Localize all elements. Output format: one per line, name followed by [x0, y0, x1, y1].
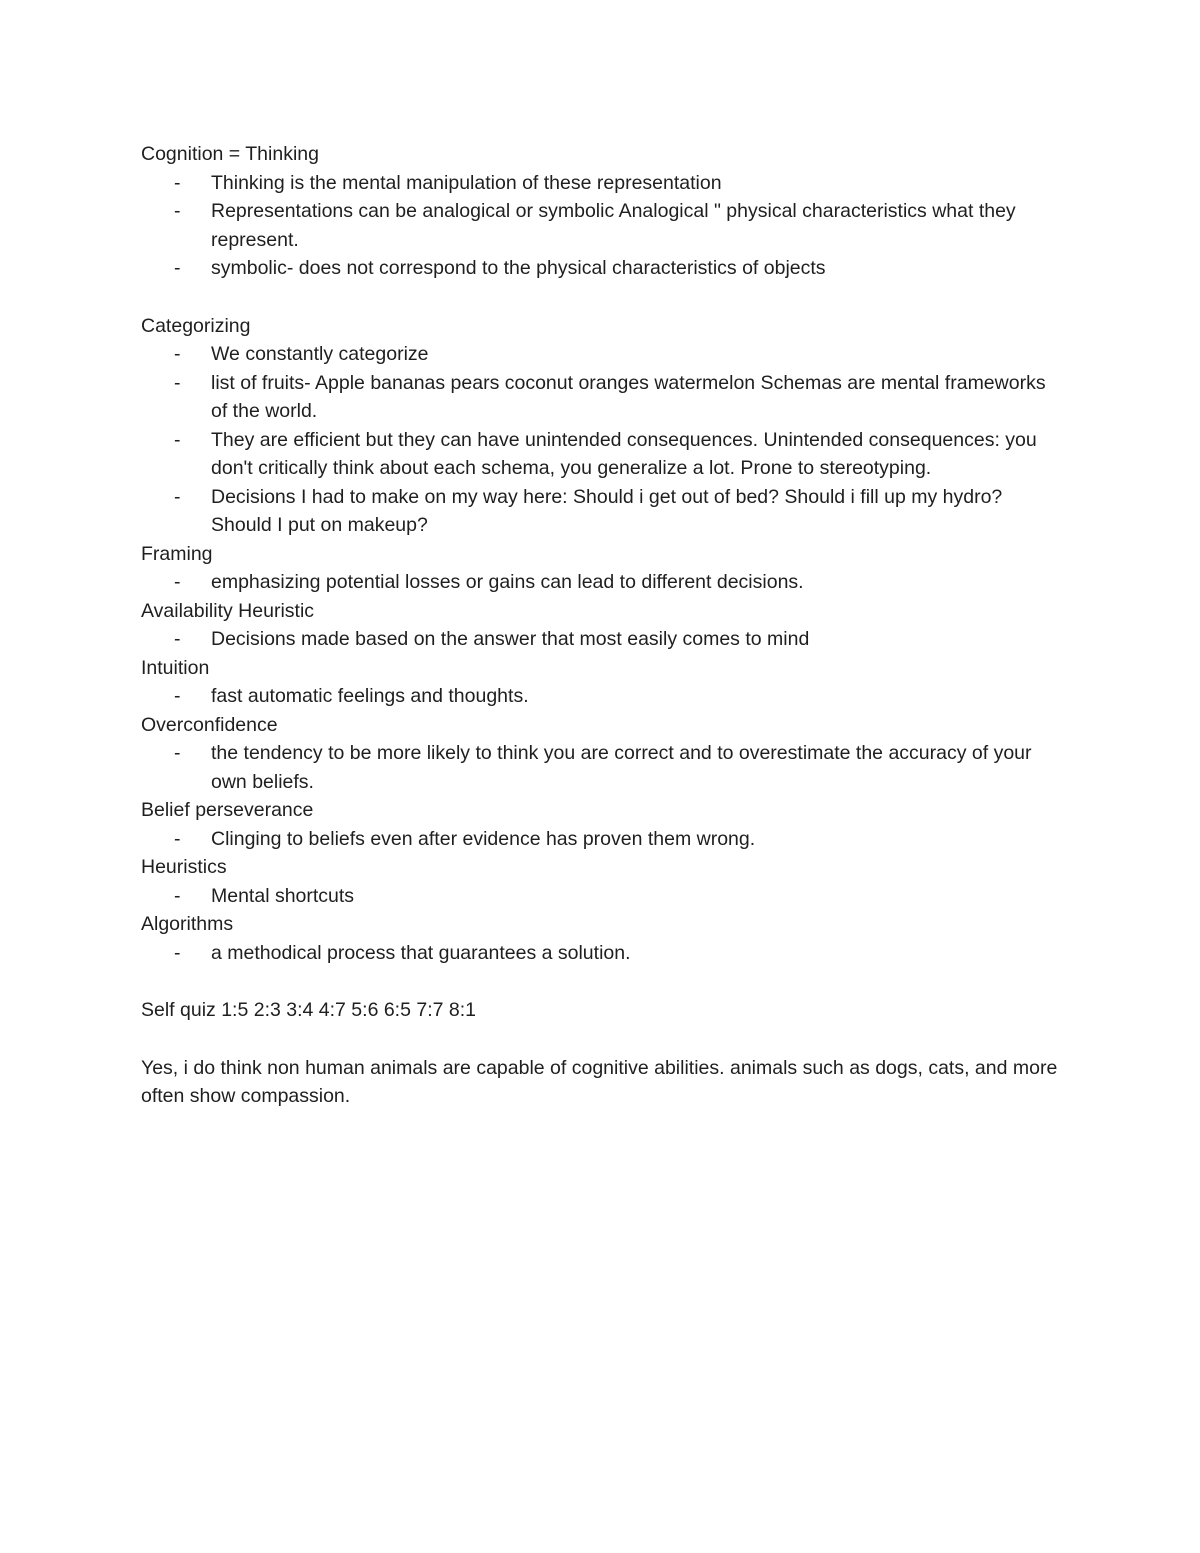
dash-bullet-icon: - — [174, 200, 181, 222]
list-item-text: a methodical process that guarantees a solution. — [211, 941, 631, 964]
list-item-text: emphasizing potential losses or gains can lead to different decisions. — [211, 571, 804, 593]
list-item — [141, 625, 1066, 654]
list-item-text: Decisions made based on the answer that most easily comes to mind — [211, 628, 810, 650]
bullet-list — [141, 568, 1066, 597]
bullet-list — [141, 739, 1066, 796]
list-item — [141, 682, 1066, 711]
list-item — [141, 483, 1066, 540]
list-item — [141, 369, 1066, 426]
dash-bullet-icon: - — [174, 257, 181, 279]
section-heading: Availability Heuristic — [141, 599, 315, 622]
document-body — [141, 140, 1066, 1111]
section-heading: Intuition — [141, 656, 210, 679]
dash-bullet-icon: - — [174, 428, 181, 451]
dash-bullet-icon: - — [174, 884, 181, 907]
list-item-text: We constantly categorize — [211, 343, 429, 365]
list-item — [141, 340, 1066, 369]
list-item-text: Mental shortcuts — [211, 884, 355, 907]
section-heading: Overconfidence — [141, 713, 278, 736]
dash-bullet-icon: - — [174, 485, 181, 508]
list-item — [141, 882, 1066, 911]
blank-line — [141, 967, 1066, 996]
list-item-text: Thinking is the mental manipulation of these representation — [211, 171, 722, 194]
dash-bullet-icon: - — [174, 685, 181, 707]
list-item-text: They are efficient but they can have unintended consequences. Unintended consequences: you don't critically think about each schema, you generalize a lot. Prone to stereotyping. — [211, 428, 1037, 479]
dash-bullet-icon: - — [174, 941, 181, 964]
self-quiz-line: Self quiz 1:5 2:3 3:4 4:7 5:6 6:5 7:7 8:1 — [141, 999, 476, 1021]
section-heading: Framing — [141, 542, 213, 565]
blank-line — [141, 1025, 1066, 1054]
bullet-list — [141, 882, 1066, 911]
dash-bullet-icon: - — [174, 628, 181, 650]
bullet-list — [141, 625, 1066, 654]
dash-bullet-icon: - — [174, 571, 181, 593]
dash-bullet-icon: - — [174, 827, 181, 850]
list-item — [141, 739, 1066, 796]
list-item-text: symbolic- does not correspond to the physical characteristics of objects — [211, 257, 826, 279]
blank-line — [141, 283, 1066, 312]
list-item-text: fast automatic feelings and thoughts. — [211, 685, 529, 707]
dash-bullet-icon: - — [174, 343, 181, 365]
list-item-text: Decisions I had to make on my way here: Should i get out of bed? Should i fill up my hydro? Should I put on makeup? — [211, 485, 1003, 536]
bullet-list — [141, 939, 1066, 968]
section-heading: Belief perseverance — [141, 799, 314, 821]
bullet-list — [141, 825, 1066, 854]
list-item — [141, 568, 1066, 597]
list-item — [141, 169, 1066, 198]
list-item — [141, 825, 1066, 854]
list-item-text: Representations can be analogical or symbolic Analogical " physical characteristics what they represent. — [211, 200, 1016, 251]
bullet-list — [141, 682, 1066, 711]
list-item — [141, 254, 1066, 283]
list-item-text: Clinging to beliefs even after evidence has proven them wrong. — [211, 827, 756, 850]
section-heading: Categorizing — [141, 314, 251, 337]
dash-bullet-icon: - — [174, 371, 181, 394]
list-item-text: the tendency to be more likely to think you are correct and to overestimate the accuracy of your own beliefs. — [211, 742, 1032, 793]
bullet-list — [141, 169, 1066, 283]
section-heading: Algorithms — [141, 913, 234, 935]
dash-bullet-icon: - — [174, 742, 181, 764]
list-item-text: list of fruits- Apple bananas pears coconut oranges watermelon Schemas are mental frameworks of the world. — [211, 371, 1046, 422]
list-item — [141, 197, 1066, 254]
list-item — [141, 426, 1066, 483]
section-heading: Heuristics — [141, 856, 227, 878]
bullet-list — [141, 340, 1066, 540]
dash-bullet-icon: - — [174, 171, 181, 194]
closing-paragraph: Yes, i do think non human animals are capable of cognitive abilities. animals such as dogs, cats, and more often show compassion. — [141, 1056, 1058, 1107]
section-heading: Cognition = Thinking — [141, 143, 319, 165]
list-item — [141, 939, 1066, 968]
